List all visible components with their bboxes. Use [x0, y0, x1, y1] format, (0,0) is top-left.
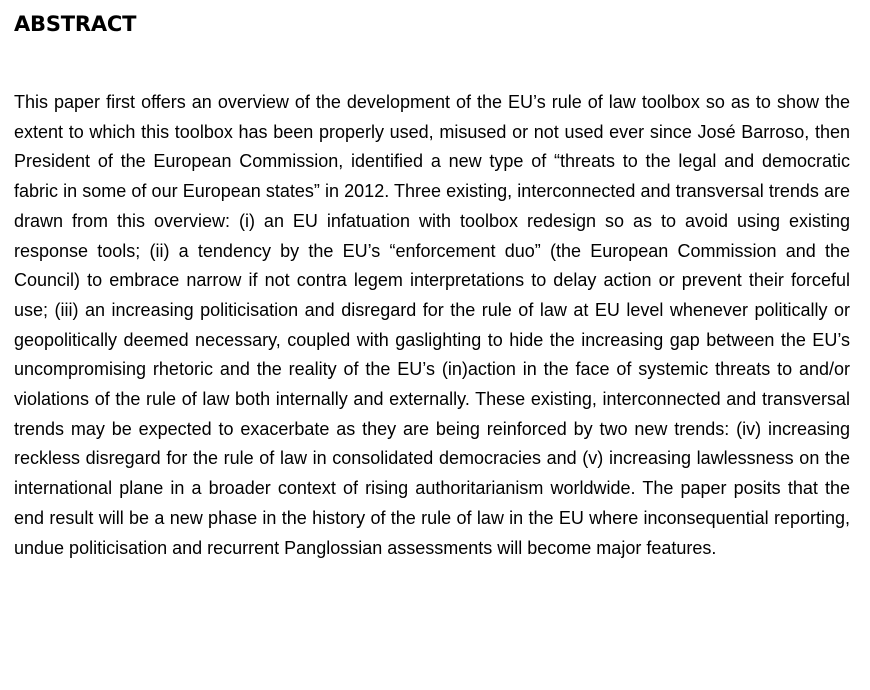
abstract-paragraph: This paper first offers an overview of the development of the EU’s rule of law toolbox so as to show the extent to which this toolbox has been properly used, misused or not used ever since José Barroso, then President of the European Commission, identified a new type of “threats to the legal and democratic fabric in some of our European states” in 2012. Three existing, interconnected and transversal trends are drawn from this overview: (i) an EU infatuation with toolbox redesign so as to avoid using existing response tools; (ii) a tendency by the EU’s “enforcement duo” (the European Commission and the Council) to embrace narrow if not contra legem interpretations to delay action or prevent their forceful use; (iii) an increasing politicisation and disregard for the rule of law at EU level whenever politically or geopolitically deemed necessary, coupled with gaslighting to hide the increasing gap between the EU’s uncompromising rhetoric and the reality of the EU’s (in)action in the face of systemic threats to and/or violations of the rule of law both internally and externally. These existing, interconnected and transversal trends may be expected to exacerbate as they are being reinforced by two new trends: (iv) increasing reckless disregard for the rule of law in consolidated democracies and (v) increasing lawlessness on the international plane in a broader context of rising authoritarianism worldwide. The paper posits that the end result will be a new phase in the history of the rule of law in the EU where inconsequential reporting, undue politicisation and recurrent Panglossian assessments will become major features.: [14, 92, 850, 558]
abstract-heading: ABSTRACT: [14, 12, 137, 36]
